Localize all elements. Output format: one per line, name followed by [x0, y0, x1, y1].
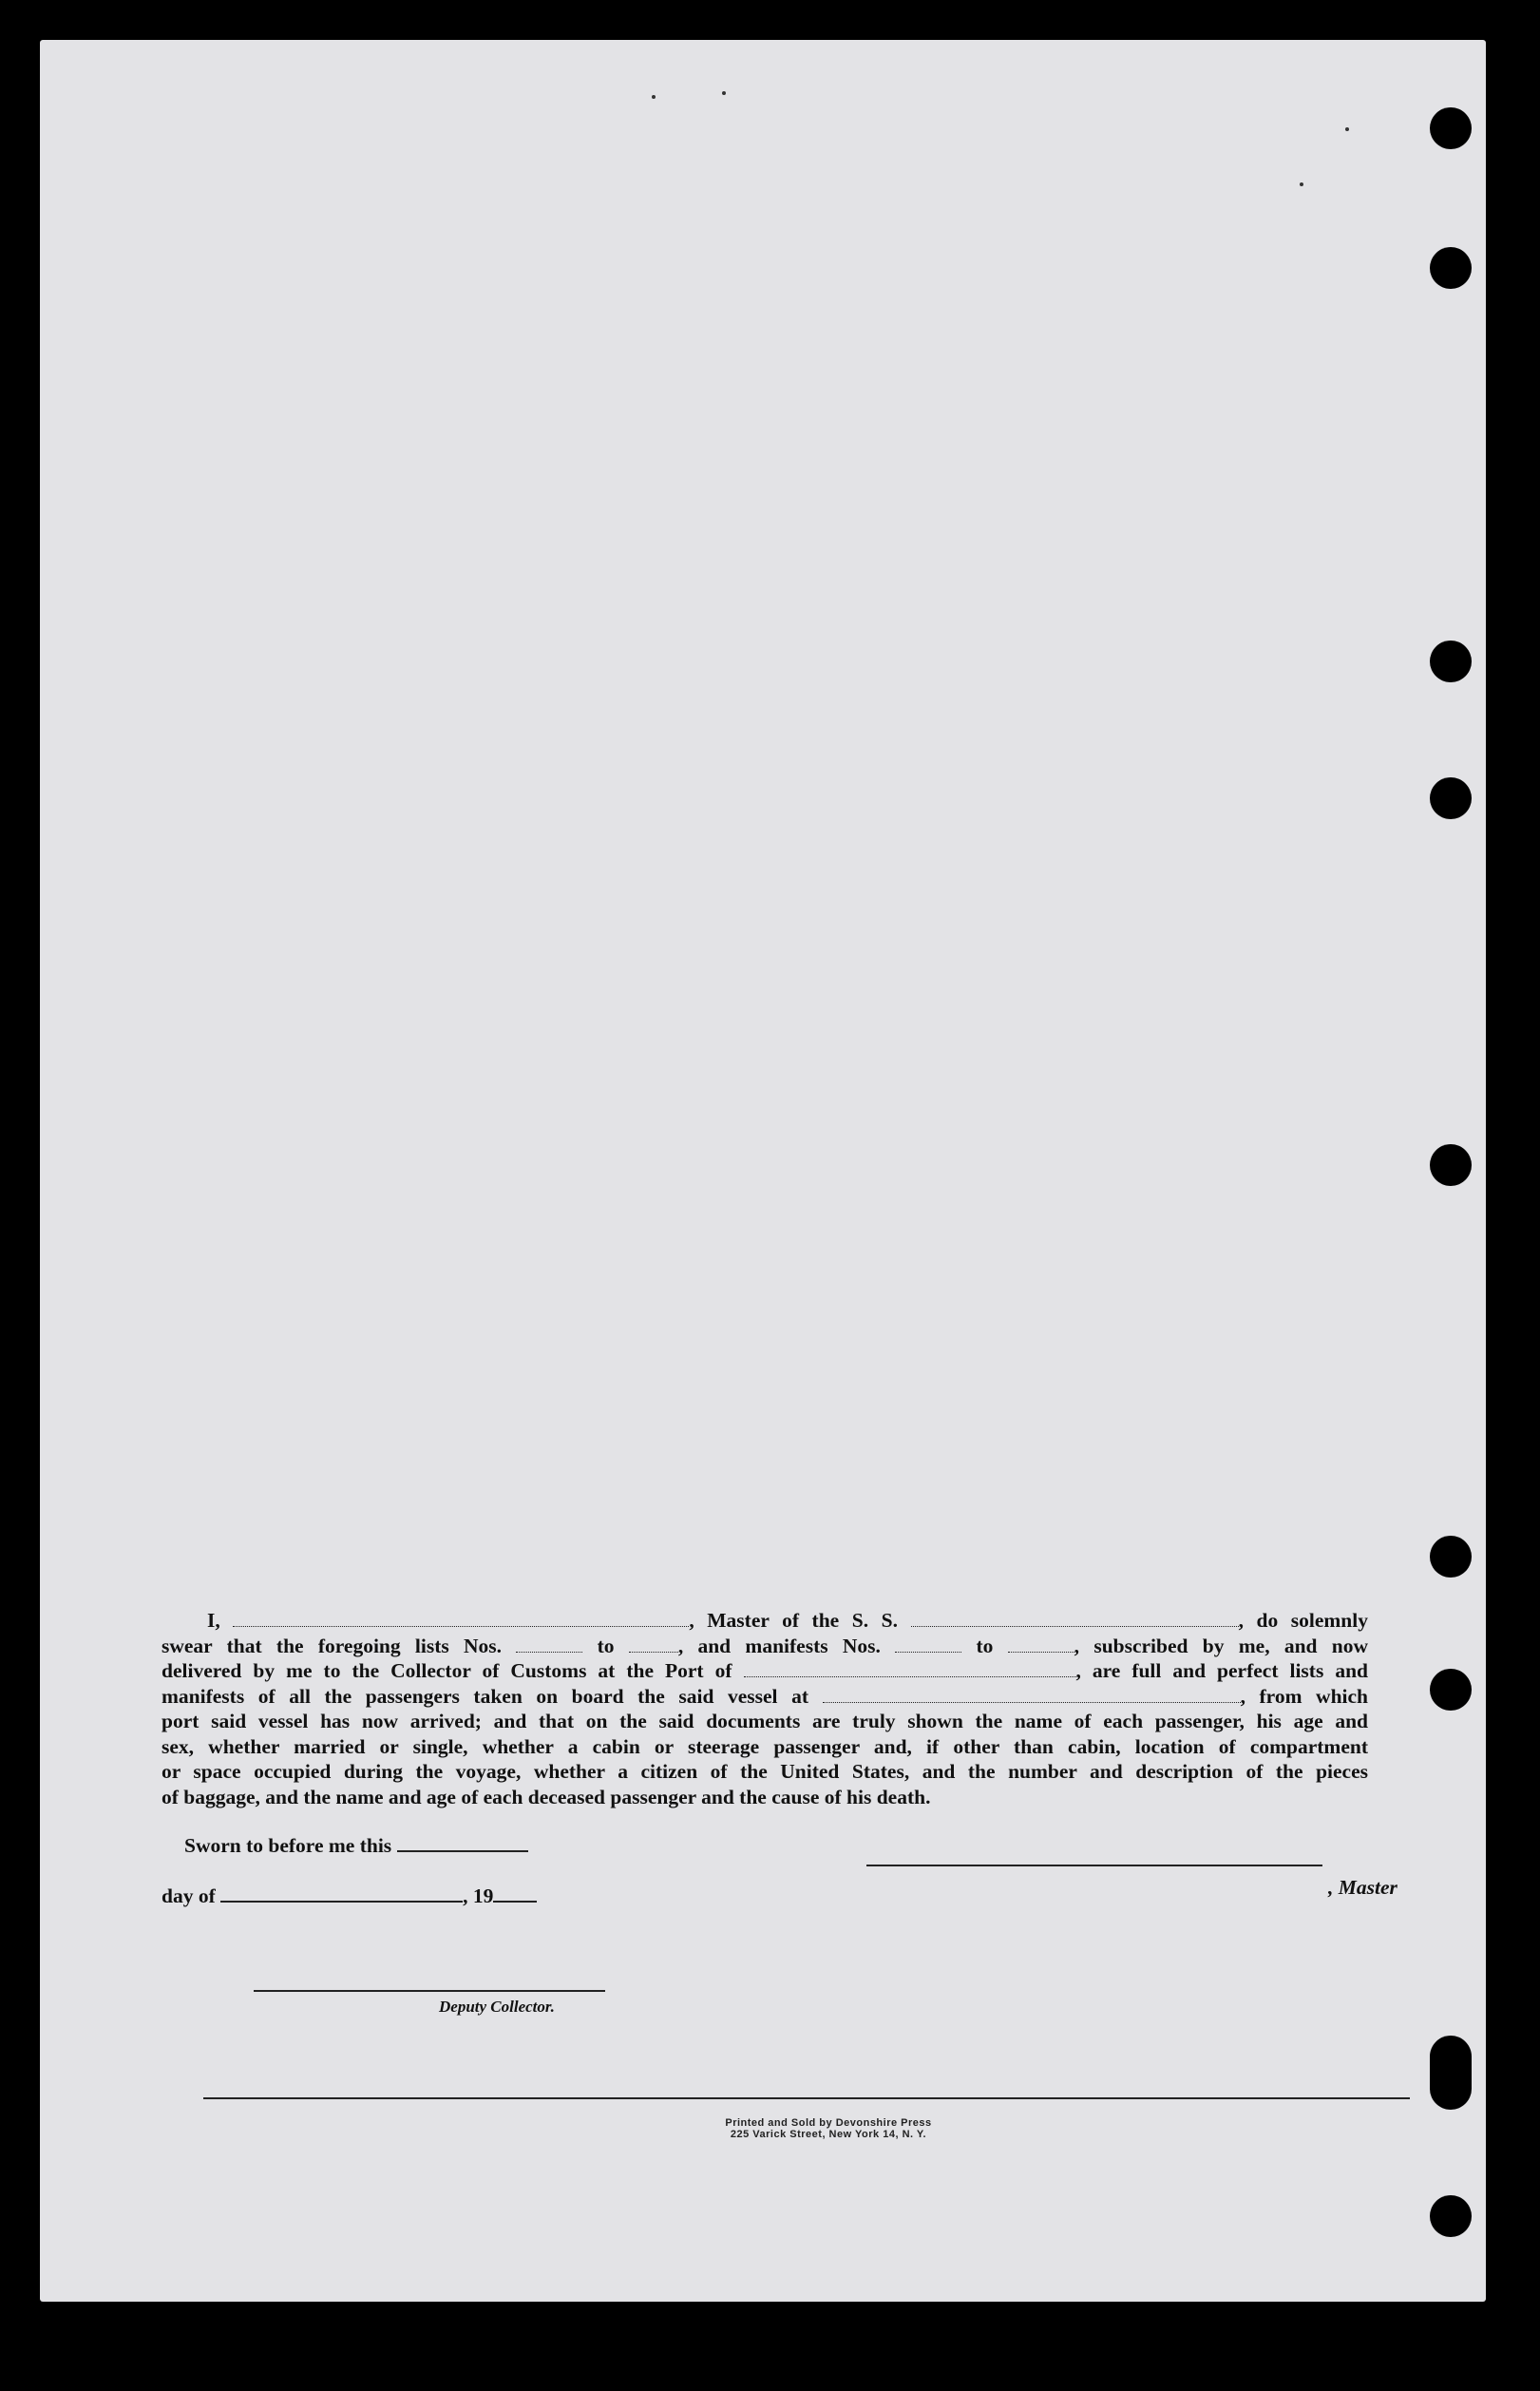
sworn-label: Sworn to before me this [184, 1834, 392, 1857]
deputy-signature-line[interactable] [254, 1990, 605, 1992]
port-field[interactable] [744, 1661, 1076, 1677]
oath-text: to [976, 1634, 994, 1657]
punch-hole [1430, 2036, 1472, 2110]
sworn-date-field[interactable] [397, 1833, 528, 1852]
oath-text: delivered by me to the Collector of Customs at the Port of [162, 1659, 732, 1682]
printer-line-1: Printed and Sold by Devonshire Press [725, 2117, 932, 2129]
oath-text: swear that the foregoing lists Nos. [162, 1634, 503, 1657]
oath-text: , do solemnly [1238, 1609, 1368, 1632]
oath-text: , from which [1240, 1684, 1369, 1708]
punch-hole [1430, 107, 1472, 149]
footer-rule [203, 2097, 1410, 2099]
oath-line-4 [162, 1684, 1368, 1710]
year-field[interactable] [493, 1884, 537, 1903]
lists-from-field[interactable] [516, 1636, 582, 1653]
punch-hole [1430, 247, 1472, 289]
punch-hole [1430, 1144, 1472, 1186]
month-field[interactable] [220, 1884, 463, 1903]
oath-text: , Master of the S. S. [689, 1609, 898, 1632]
punch-hole [1430, 641, 1472, 682]
oath-line-8: of baggage, and the name and age of each deceased passenger and the cause of his death. [162, 1785, 931, 1808]
oath-line-3 [162, 1658, 1368, 1684]
oath-text: , subscribed by me, and now [1074, 1634, 1369, 1657]
deputy-collector-label: Deputy Collector. [439, 1998, 555, 2016]
oath-line-5: port said vessel has now arrived; and that on the said documents are truly shown the name of each passenger, his age and [162, 1710, 1368, 1732]
manifests-from-field[interactable] [895, 1636, 961, 1653]
speck [1345, 127, 1349, 131]
departure-port-field[interactable] [823, 1687, 1241, 1703]
document-page [40, 40, 1486, 2302]
oath-line-7: or space occupied during the voyage, whether a citizen of the United States, and the number and description of the pieces [162, 1760, 1368, 1783]
punch-hole [1430, 1536, 1472, 1578]
oath-text: to [597, 1634, 615, 1657]
speck [652, 95, 656, 99]
punch-hole [1430, 777, 1472, 819]
day-of-label: day of [162, 1884, 216, 1907]
printer-imprint [648, 2117, 1009, 2140]
oath-paragraph [162, 1608, 1368, 1809]
master-label: , Master [1328, 1876, 1397, 1899]
oath-text: manifests of all the passengers taken on board the said vessel at [162, 1684, 808, 1708]
oath-text: , and manifests Nos. [677, 1634, 881, 1657]
sworn-line [184, 1833, 528, 1858]
punch-hole [1430, 2195, 1472, 2237]
master-name-field[interactable] [233, 1611, 689, 1627]
lists-to-field[interactable] [629, 1636, 678, 1653]
speck [722, 91, 726, 95]
master-signature-line[interactable] [866, 1865, 1322, 1866]
manifests-to-field[interactable] [1008, 1636, 1074, 1653]
year-prefix: , 19 [463, 1884, 494, 1907]
punch-hole [1430, 1669, 1472, 1711]
day-of-line [162, 1884, 537, 1908]
oath-line-6: sex, whether married or single, whether a cabin or steerage passenger and, if other than cabin, location of compartment [162, 1734, 1368, 1758]
vessel-name-field[interactable] [911, 1611, 1239, 1627]
oath-text: , are full and perfect lists and [1075, 1659, 1368, 1682]
oath-text: I, [207, 1609, 220, 1632]
printer-line-2: 225 Varick Street, New York 14, N. Y. [730, 2129, 927, 2140]
oath-line-2 [162, 1634, 1368, 1659]
speck [1300, 182, 1303, 186]
oath-line-1 [162, 1608, 1368, 1634]
